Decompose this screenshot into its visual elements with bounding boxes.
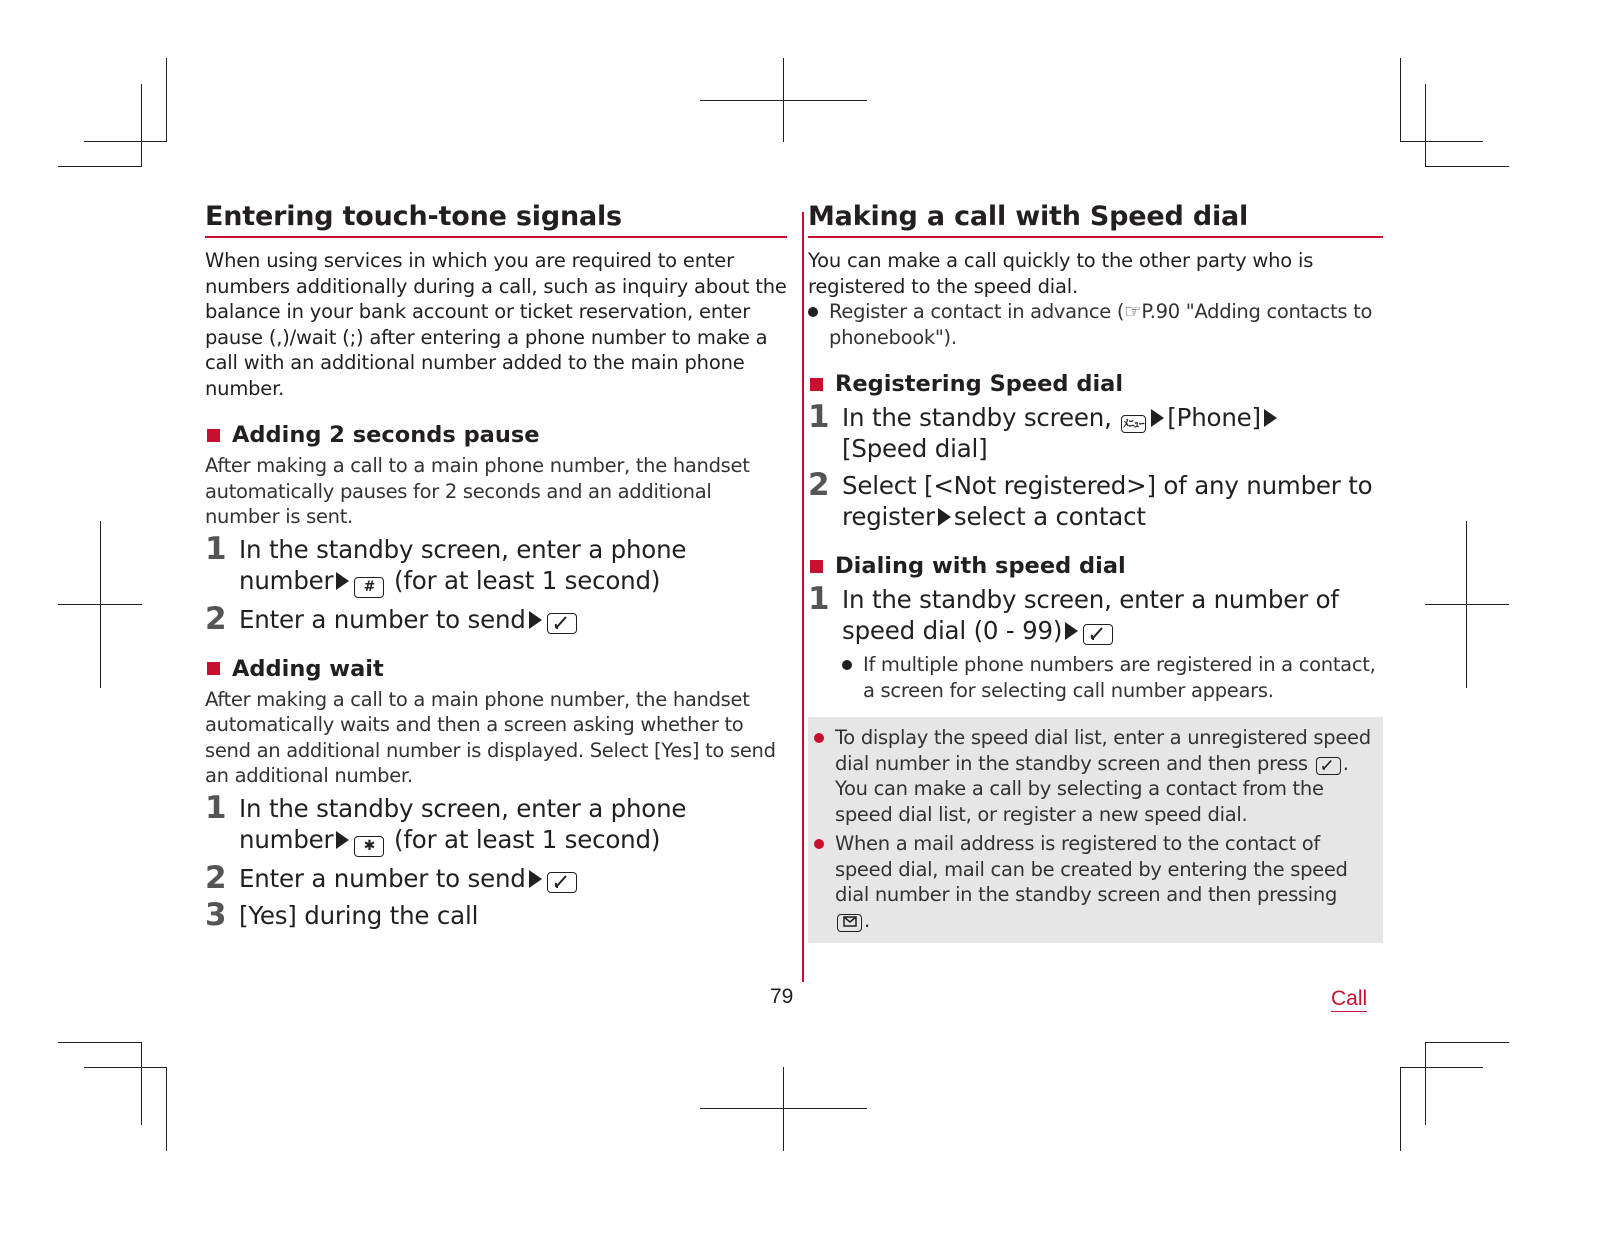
step-text: [Speed dial]: [842, 434, 988, 463]
call-key-icon: [547, 872, 577, 893]
arrow-right-icon: [529, 611, 542, 629]
wait-step-1: [205, 789, 787, 857]
subheading-wait: [205, 655, 787, 683]
bullet-text: Register a contact in advance (☞P.90 "Adding contacts to phonebook").: [829, 300, 1373, 349]
speed-dial-intro: You can make a call quickly to the other party who is registered to the speed dial.: [808, 249, 1314, 298]
step-text: In the standby screen, enter a number of speed dial (0 - 99): [842, 585, 1339, 645]
step-text: In the standby screen, enter a phone number: [239, 534, 687, 595]
step-number: 1: [808, 399, 830, 435]
step-text: Enter a number to send: [239, 863, 526, 893]
step-text: Select [<Not registered>] of any number to register: [842, 471, 1373, 531]
arrow-right-icon: [336, 572, 349, 590]
register-step-2: [808, 467, 1383, 532]
dialing-step-1: [808, 581, 1383, 646]
step-number: 1: [205, 530, 227, 567]
step-text: (for at least 1 second): [394, 824, 661, 854]
section-title-speed-dial: Making a call with Speed dial: [808, 200, 1383, 238]
hash-key-icon: #: [354, 577, 384, 598]
arrow-right-icon: [938, 508, 951, 526]
bullet-dot-icon: [842, 652, 863, 703]
section-speed-dial: [808, 200, 1383, 943]
step-number: 2: [205, 600, 227, 637]
subheading-wait-text: Adding wait: [232, 655, 384, 682]
step-number: 3: [205, 896, 227, 933]
step-text: (for at least 1 second): [394, 565, 661, 595]
note-item-2: [814, 831, 1373, 933]
pause-description: After making a call to a main phone number, the handset automatically pauses for 2 seconds and an additional number is sent.: [205, 454, 750, 528]
subheading-pause-text: Adding 2 seconds pause: [232, 422, 540, 448]
wait-step-2: [205, 859, 787, 896]
subheading-register-text: Registering Speed dial: [835, 371, 1124, 397]
star-key-icon: ✱: [354, 836, 384, 857]
step-text: select a contact: [953, 502, 1146, 531]
page-number: 79: [770, 985, 794, 1008]
touch-tone-intro: When using services in which you are required to enter numbers additionally during a call, such as inquiry about the balance in your bank account or ticket reservation, enter pause (,)/wait (;) after entering a phone number to make a call with an additional number added to the main phone number.: [205, 249, 787, 400]
pause-step-1: [205, 530, 787, 598]
arrow-right-icon: [336, 831, 349, 849]
step-text: [Yes] during the call: [239, 900, 479, 930]
wait-description: After making a call to a main phone number, the handset automatically waits and then a screen asking whether to send an additional number is displayed. Select [Yes] to send an additional number.: [205, 687, 776, 787]
step-number: 2: [808, 467, 830, 503]
note-item-1: [814, 725, 1373, 827]
subheading-register: [808, 370, 1383, 398]
mail-key-icon: [837, 914, 862, 932]
intro-bullet: [808, 299, 1383, 350]
step-text: In the standby screen,: [842, 403, 1112, 432]
menu-key-icon: ﾒﾆｭｰ: [1121, 415, 1146, 433]
note-text: . You can make a call by selecting a contact from the speed dial list, or register a new speed dial.: [835, 751, 1349, 826]
arrow-right-icon: [1151, 409, 1164, 427]
step-number: 1: [205, 789, 227, 826]
square-bullet-icon: [207, 429, 220, 442]
column-divider: [802, 212, 804, 982]
step-number: 2: [205, 859, 227, 896]
bullet-text: If multiple phone numbers are registered in a contact, a screen for selecting call number appears.: [863, 653, 1376, 702]
register-step-1: [808, 399, 1383, 464]
square-bullet-icon: [207, 662, 220, 675]
step-text: In the standby screen, enter a phone number: [239, 793, 687, 854]
call-key-icon: [547, 613, 577, 634]
step-number: 1: [808, 581, 830, 617]
bullet-dot-icon: [814, 725, 835, 827]
step-text: [Phone]: [1167, 403, 1261, 432]
section-link-call[interactable]: Call: [1331, 987, 1368, 1010]
subheading-dialing-text: Dialing with speed dial: [835, 553, 1126, 579]
call-key-icon: [1083, 624, 1113, 645]
subheading-pause: [205, 421, 787, 449]
arrow-right-icon: [529, 870, 542, 888]
call-key-icon: [1316, 757, 1341, 775]
section-title-touch-tone: Entering touch-tone signals: [205, 200, 787, 238]
note-box: [808, 717, 1383, 943]
bullet-dot-icon: [808, 299, 829, 350]
arrow-right-icon: [1264, 409, 1277, 427]
bullet-dot-icon: [814, 831, 835, 933]
note-text: When a mail address is registered to the contact of speed dial, mail can be created by entering the speed dial number in the standby screen and then pressing: [835, 832, 1348, 906]
note-text: To display the speed dial list, enter a unregistered speed dial number in the standby screen and then press: [835, 726, 1371, 775]
step-text: Enter a number to send: [239, 604, 526, 634]
wait-step-3: [205, 896, 787, 933]
dialing-bullet: [842, 652, 1383, 703]
note-text: .: [864, 908, 870, 932]
square-bullet-icon: [810, 378, 823, 391]
subheading-dialing: [808, 552, 1383, 580]
pause-step-2: [205, 600, 787, 637]
arrow-right-icon: [1065, 622, 1078, 640]
square-bullet-icon: [810, 560, 823, 573]
section-touch-tone: [205, 200, 787, 937]
